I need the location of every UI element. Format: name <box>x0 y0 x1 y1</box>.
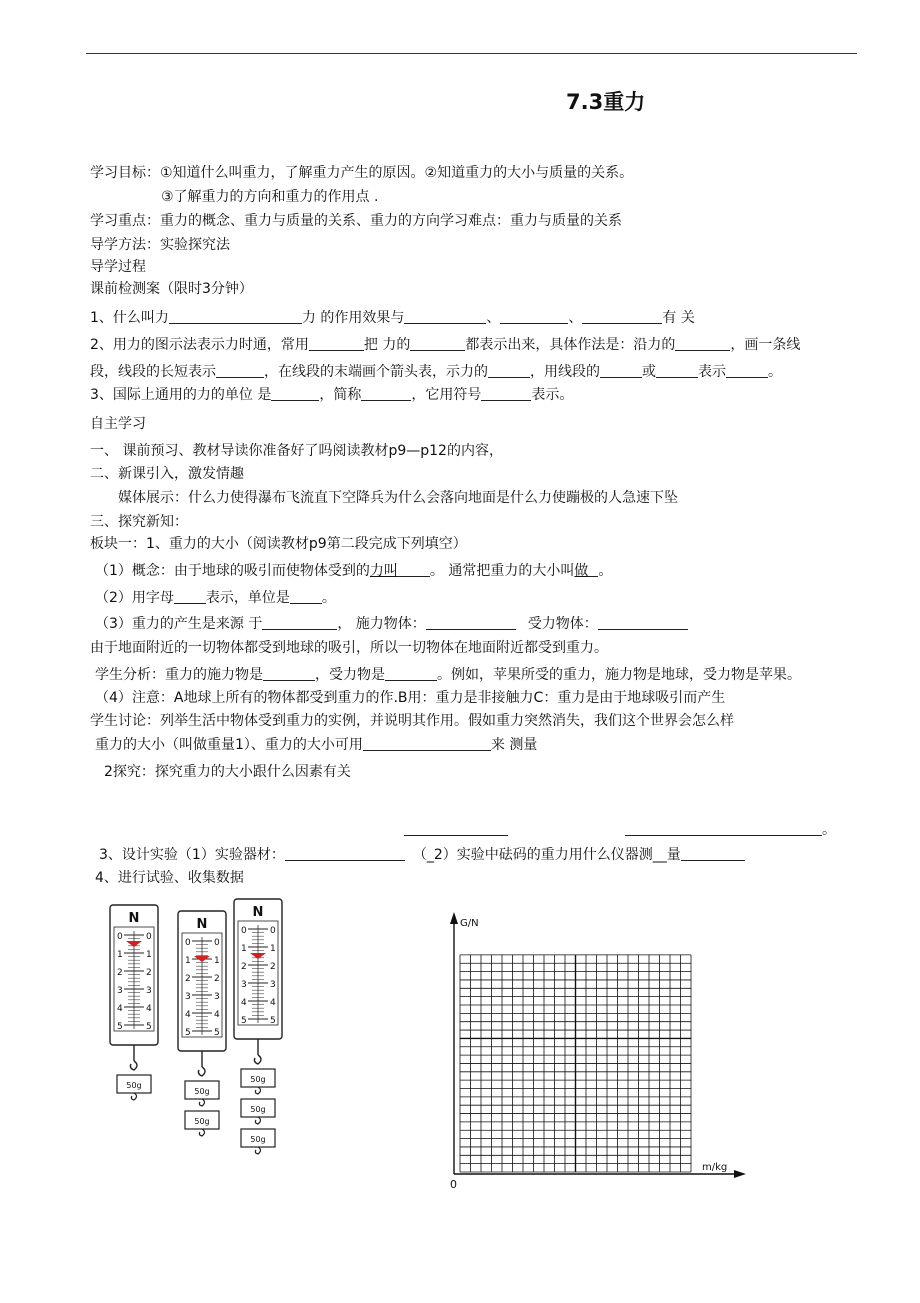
scale-tick-label-left: 2 <box>117 968 123 978</box>
weight-label: 50g <box>126 1081 142 1090</box>
weight-hook <box>199 1099 204 1106</box>
hypothesis-end: 。 <box>822 822 836 838</box>
header-rule <box>86 53 857 54</box>
self-study-heading: 自主学习 <box>90 416 146 432</box>
c2-text-a: （2）用字母 <box>95 590 174 606</box>
symbol-line <box>95 588 336 608</box>
process-heading: 导学过程 <box>90 259 146 275</box>
scale-tick-label-right: 0 <box>214 938 220 948</box>
weight-hook <box>131 1093 136 1100</box>
question-1 <box>90 308 695 328</box>
c2-blank-1[interactable] <box>174 589 206 604</box>
c1-answer-do: 做 <box>574 563 589 579</box>
q2-text-a: 2、用力的图示法表示力时通，常用 <box>90 337 309 353</box>
q3-text-b: ，简称 <box>319 387 362 403</box>
q2-text-b: 把 力的 <box>363 337 411 353</box>
gmeasure-blank[interactable] <box>363 736 491 751</box>
q3-text-d: 表示。 <box>531 387 574 403</box>
scale-tick-label-left: 5 <box>185 1028 191 1038</box>
concept-line <box>95 561 612 581</box>
c3-text-b: ， 施力物体： <box>337 616 426 632</box>
q2-text-c: 都表示出来，具体作法是：沿力的 <box>465 337 676 353</box>
q1-text-e: 有 关 <box>662 310 695 326</box>
q3-blank-3[interactable] <box>481 386 531 401</box>
q3-blank-2[interactable] <box>361 386 411 401</box>
scale-tick-label-right: 1 <box>146 950 152 960</box>
question-3 <box>90 385 573 405</box>
analysis-text-b: ，受力物是 <box>315 667 385 683</box>
objectives-line-1: 学习目标：①知道什么叫重力，了解重力产生的原因。②知道重力的大小与质量的关系。 <box>90 165 634 181</box>
design-blank-1[interactable] <box>285 846 405 861</box>
q2-text-h: 或 <box>642 364 656 380</box>
x-axis-label: m/kg <box>702 1162 728 1173</box>
c1-text-e: 。 <box>598 563 613 579</box>
scale-tick-label-right: 5 <box>270 1016 276 1026</box>
q1-blank-4[interactable] <box>582 309 662 324</box>
section-3: 三、探究新知： <box>90 514 188 530</box>
analysis-text-c: 。例如，苹果所受的重力，施力物是地球，受力物是苹果。 <box>437 667 801 683</box>
q3-text-a: 3、国际上通用的力的单位 是 <box>90 387 272 403</box>
c1-text-a: （1）概念：由于地球的吸引而使物体受到的 <box>95 563 370 579</box>
scale-tick-label-left: 2 <box>241 962 247 972</box>
weight-label: 50g <box>194 1117 210 1126</box>
c2-text-b: 表示，单位是 <box>205 590 290 606</box>
scale-tick-label-right: 4 <box>146 1004 152 1014</box>
pretest-heading: 课前检测案（限时3分钟） <box>90 281 253 297</box>
analysis-text-a: 学生分析：重力的施力物是 <box>95 667 263 683</box>
scale-tick-label-left: 1 <box>241 944 247 954</box>
scale-unit-label: N <box>252 905 264 920</box>
gravity-measure-line <box>95 735 537 755</box>
scale-tick-label-left: 4 <box>117 1004 123 1014</box>
q2-blank-7[interactable] <box>656 363 698 378</box>
graph-grid <box>460 955 691 1172</box>
weight-label: 50g <box>250 1105 266 1114</box>
c3-blank-3[interactable] <box>598 615 688 630</box>
scale-tick-label-right: 0 <box>270 926 276 936</box>
explore-2: 2探究：探究重力的大小跟什么因素有关 <box>104 764 351 780</box>
weight-label: 50g <box>250 1135 266 1144</box>
c2-text-c: 。 <box>321 590 336 606</box>
student-analysis <box>95 665 801 685</box>
q1-text-a: 1、什么叫力 <box>90 310 169 326</box>
c1-answer-force: 力叫 <box>369 563 398 579</box>
scale-tick-label-right: 5 <box>214 1028 220 1038</box>
scale-tick-label-right: 2 <box>146 968 152 978</box>
scale-tick-label-right: 0 <box>146 932 152 942</box>
design-blank-2[interactable] <box>681 846 745 861</box>
weight-hook <box>255 1117 260 1124</box>
weight-label: 50g <box>250 1075 266 1084</box>
page-title: 7.3重力 <box>566 90 646 114</box>
origin-line <box>95 614 688 634</box>
scale-tick-label-left: 2 <box>185 974 191 984</box>
spring-scale-3 <box>234 899 282 1154</box>
q2-text-j: 。 <box>768 364 782 380</box>
q1-blank-1[interactable] <box>169 309 302 324</box>
spring-scale-1 <box>110 905 158 1100</box>
q1-text-b: 力 的作用效果与 <box>301 310 405 326</box>
hypothesis-blank-2[interactable] <box>625 821 822 836</box>
gravity-reason: 由于地面附近的一切物体都受到地球的吸引，所以一切物体在地面附近都受到重力。 <box>90 640 608 656</box>
spring-scales-figure <box>100 895 300 1165</box>
scale-hook <box>130 1061 137 1070</box>
section-2: 二、新课引入，激发情趣 <box>90 466 244 482</box>
scale-tick-label-right: 1 <box>270 944 276 954</box>
c1-text-c: 。 通常把重力的大小叫 <box>429 563 575 579</box>
scale-tick-label-left: 1 <box>117 950 123 960</box>
q2-text-f: ，在线段的末端画个箭头表，示力的 <box>264 364 488 380</box>
scale-tick-label-left: 4 <box>185 1010 191 1020</box>
weight-hook <box>255 1147 260 1154</box>
q2-text-g: ，用线段的 <box>530 364 600 380</box>
analysis-blank-1[interactable] <box>263 666 315 681</box>
c3-text-c: 受力物体： <box>527 616 598 632</box>
scale-tick-label-left: 3 <box>117 986 123 996</box>
student-discussion: 学生讨论：列举生活中物体受到重力的实例，并说明其作用。假如重力突然消失，我们这个世界会怎么样 <box>90 713 734 729</box>
scale-tick-label-left: 4 <box>241 998 247 1008</box>
c1-blank-1[interactable] <box>398 562 430 577</box>
scale-tick-label-left: 5 <box>241 1016 247 1026</box>
scale-tick-label-left: 0 <box>117 932 123 942</box>
key-points: 学习重点：重力的概念、重力与质量的关系、重力的方向学习难点：重力与质量的关系 <box>90 213 622 229</box>
q2-blank-3[interactable] <box>675 336 730 351</box>
question-2-line-2 <box>90 362 782 382</box>
scale-hook <box>198 1067 205 1076</box>
q2-blank-4[interactable] <box>216 363 264 378</box>
scale-unit-label: N <box>196 917 208 932</box>
origin-label: 0 <box>450 1178 457 1190</box>
q1-text-c: 、 <box>486 310 501 326</box>
scale-tick-label-right: 5 <box>146 1022 152 1032</box>
q2-blank-1[interactable] <box>309 336 364 351</box>
collect-data: 4、进行试验、收集数据 <box>95 870 244 886</box>
y-axis-arrow <box>450 912 458 924</box>
q2-text-i: 表示 <box>698 364 726 380</box>
scale-tick-label-right: 4 <box>270 998 276 1008</box>
scale-tick-label-right: 3 <box>146 986 152 996</box>
section-1: 一、 课前预习、教材导读你准备好了吗阅读教材p9—p12的内容， <box>90 443 503 459</box>
q2-text-e: 段，线段的长短表示 <box>90 364 216 380</box>
g-m-graph <box>440 900 760 1190</box>
hypothesis-line <box>404 820 836 840</box>
q1-blank-2[interactable] <box>404 309 486 324</box>
method: 导学方法：实验探究法 <box>90 237 230 253</box>
weight-label: 50g <box>194 1087 210 1096</box>
scale-hook <box>254 1055 261 1064</box>
scale-tick-label-right: 2 <box>270 962 276 972</box>
c1-blank-2[interactable] <box>588 562 598 577</box>
design-text-a: 3、设计实验（1）实验器材： <box>99 847 285 863</box>
weight-hook <box>255 1087 260 1094</box>
question-2-line-1 <box>90 335 800 355</box>
q2-blank-5[interactable] <box>488 363 530 378</box>
media-display: 媒体展示：什么力使得瀑布飞流直下空降兵为什么会落向地面是什么力使蹦极的人急速下坠 <box>118 490 678 506</box>
c3-blank-2[interactable] <box>426 615 516 630</box>
y-axis-label: G/N <box>460 918 479 929</box>
q1-blank-3[interactable] <box>500 309 568 324</box>
scale-tick-label-right: 1 <box>214 956 220 966</box>
scale-tick-label-right: 3 <box>270 980 276 990</box>
q2-blank-2[interactable] <box>410 336 465 351</box>
scale-tick-label-left: 3 <box>241 980 247 990</box>
x-axis-arrow <box>734 1170 746 1178</box>
q2-blank-8[interactable] <box>726 363 768 378</box>
scale-tick-label-right: 4 <box>214 1010 220 1020</box>
scale-unit-label: N <box>128 911 140 926</box>
scale-tick-label-left: 1 <box>185 956 191 966</box>
gmeasure-text-a: 重力的大小（叫做重量1）、重力的大小可用 <box>95 737 363 753</box>
objectives-line-2: ③了解重力的方向和重力的作用点 . <box>161 189 379 205</box>
weight-hook <box>199 1129 204 1136</box>
scale-tick-label-left: 5 <box>117 1022 123 1032</box>
q3-blank-1[interactable] <box>271 386 319 401</box>
hypothesis-blank-1[interactable] <box>404 821 508 836</box>
scale-tick-label-right: 3 <box>214 992 220 1002</box>
q3-text-c: ，它用符号 <box>411 387 482 403</box>
c2-blank-2[interactable] <box>290 589 322 604</box>
design-line <box>99 845 745 865</box>
note-line: （4）注意：A地球上所有的物体都受到重力的作.B用：重力是非接触力C：重力是由于地球吸引而产生 <box>95 690 726 706</box>
q2-text-d: ，画一条线 <box>730 337 801 353</box>
analysis-blank-2[interactable] <box>385 666 437 681</box>
gmeasure-text-b: 来 测量 <box>490 737 538 753</box>
c3-blank-1[interactable] <box>262 615 337 630</box>
q1-text-d: 、 <box>568 310 583 326</box>
c3-text-a: （3）重力的产生是来源 于 <box>95 616 263 632</box>
block-1-heading: 板块一：1、重力的大小（阅读教材p9第二段完成下列填空） <box>90 536 467 552</box>
scale-tick-label-left: 0 <box>241 926 247 936</box>
scale-tick-label-right: 2 <box>214 974 220 984</box>
scale-tick-label-left: 0 <box>185 938 191 948</box>
spring-scale-2 <box>178 911 226 1136</box>
q2-blank-6[interactable] <box>600 363 642 378</box>
design-text-b: （_2）实验中砝码的重力用什么仪器测__量 <box>412 847 681 863</box>
scale-tick-label-left: 3 <box>185 992 191 1002</box>
